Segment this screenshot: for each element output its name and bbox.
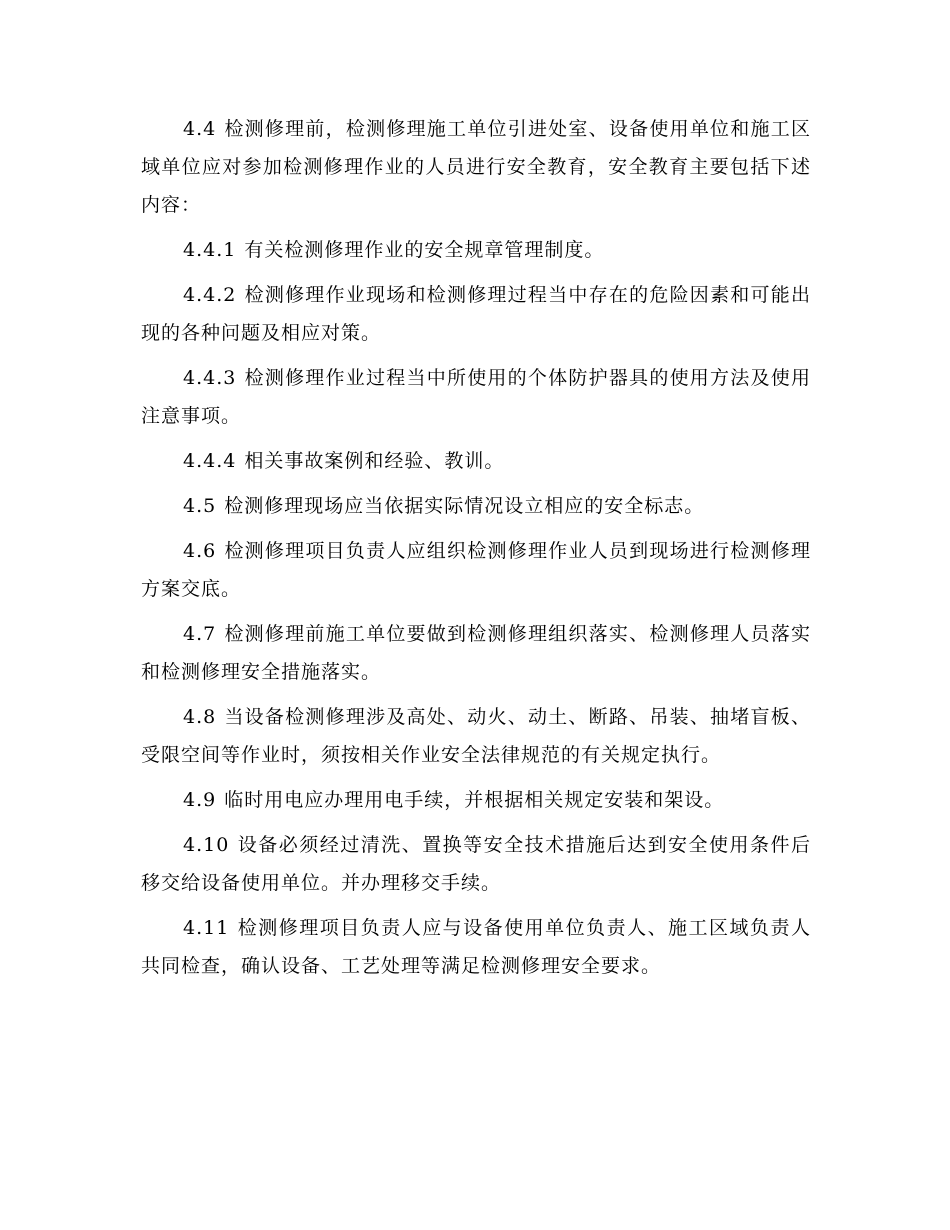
paragraph-4-7 xyxy=(141,615,811,691)
section-number: 4.10 xyxy=(183,834,230,856)
paragraph-text: 有关检测修理作业的安全规章管理制度。 xyxy=(244,239,605,261)
section-number: 4.7 xyxy=(183,623,217,645)
paragraph-text: 检测修理项目负责人应与设备使用单位负责人、施工区域负责人共同检查，确认设备、工艺处理等满足检测修理安全要求。 xyxy=(141,917,811,977)
paragraph-text: 设备必须经过清洗、置换等安全技术措施后达到安全使用条件后移交给设备使用单位。并办理移交手续。 xyxy=(141,834,811,894)
paragraph-4-9 xyxy=(141,781,811,819)
section-number: 4.9 xyxy=(183,789,217,811)
section-number: 4.8 xyxy=(183,706,217,728)
paragraph-text: 检测修理现场应当依据实际情况设立相应的安全标志。 xyxy=(224,495,705,517)
paragraph-4-4-4 xyxy=(141,442,811,480)
paragraph-text: 检测修理前施工单位要做到检测修理组织落实、检测修理人员落实和检测修理安全措施落实。 xyxy=(141,623,811,683)
paragraph-4-4-2 xyxy=(141,276,811,352)
section-number: 4.4.2 xyxy=(183,284,237,306)
section-number: 4.4.4 xyxy=(183,450,237,472)
section-number: 4.5 xyxy=(183,495,217,517)
section-number: 4.4 xyxy=(183,118,217,140)
section-number: 4.6 xyxy=(183,540,217,562)
paragraph-4-4 xyxy=(141,110,811,224)
paragraph-4-10 xyxy=(141,826,811,902)
paragraph-text: 当设备检测修理涉及高处、动火、动土、断路、吊装、抽堵盲板、受限空间等作业时，须按相关作业安全法律规范的有关规定执行。 xyxy=(141,706,811,766)
paragraph-4-6 xyxy=(141,532,811,608)
section-number: 4.11 xyxy=(183,917,230,939)
paragraph-text: 相关事故案例和经验、教训。 xyxy=(244,450,505,472)
document-body xyxy=(141,110,811,992)
paragraph-text: 检测修理项目负责人应组织检测修理作业人员到现场进行检测修理方案交底。 xyxy=(141,540,811,600)
section-number: 4.4.1 xyxy=(183,239,237,261)
paragraph-text: 检测修理作业现场和检测修理过程当中存在的危险因素和可能出现的各种问题及相应对策。 xyxy=(141,284,811,344)
paragraph-4-5 xyxy=(141,487,811,525)
paragraph-text: 临时用电应办理用电手续，并根据相关规定安装和架设。 xyxy=(224,789,725,811)
paragraph-4-4-3 xyxy=(141,359,811,435)
paragraph-text: 检测修理前，检测修理施工单位引进处室、设备使用单位和施工区域单位应对参加检测修理作业的人员进行安全教育，安全教育主要包括下述内容： xyxy=(141,118,811,216)
paragraph-4-8 xyxy=(141,698,811,774)
paragraph-text: 检测修理作业过程当中所使用的个体防护器具的使用方法及使用注意事项。 xyxy=(141,367,811,427)
paragraph-4-11 xyxy=(141,909,811,985)
paragraph-4-4-1 xyxy=(141,231,811,269)
section-number: 4.4.3 xyxy=(183,367,237,389)
